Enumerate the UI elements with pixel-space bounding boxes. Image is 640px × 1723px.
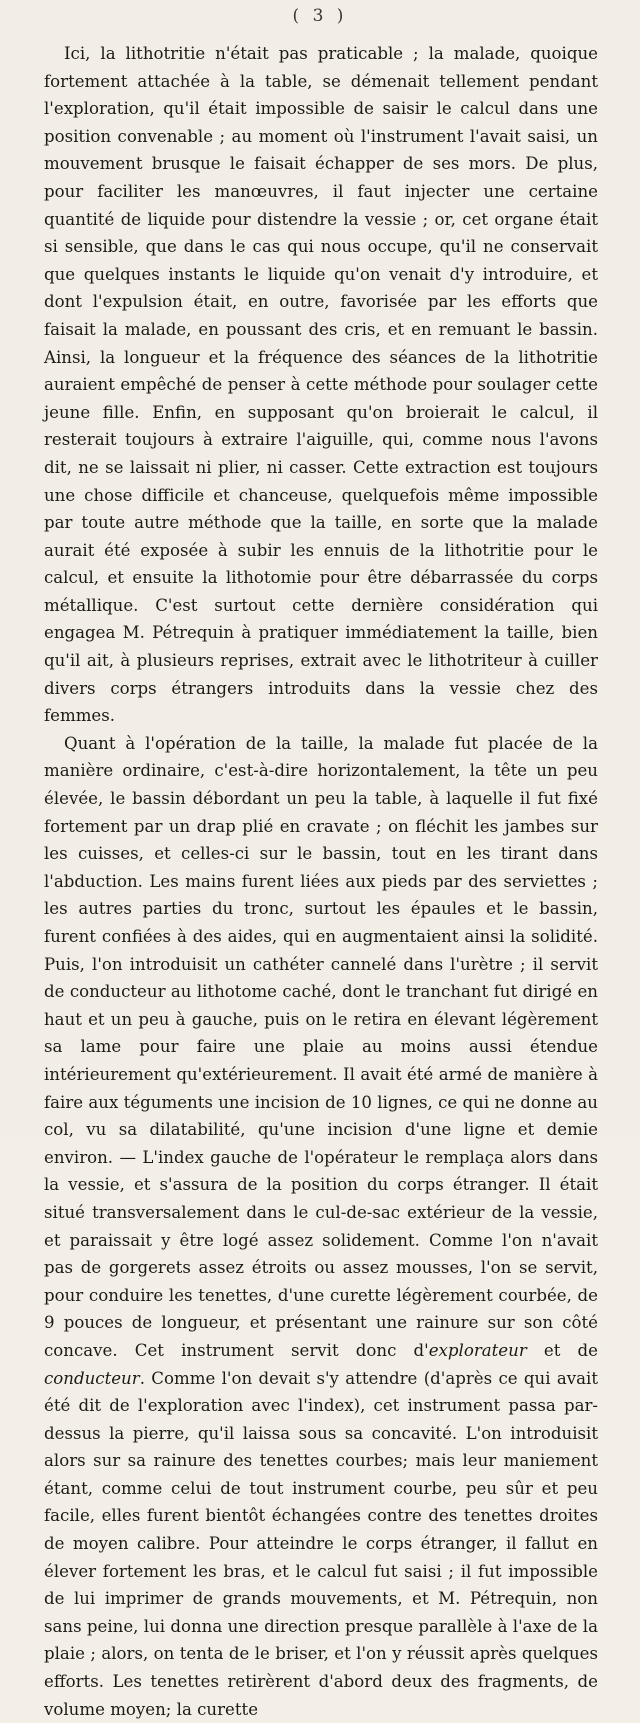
paragraph-2-part-2: et de [526,1340,598,1360]
body-text [44,40,598,1723]
paragraph-2-part-3: . Comme l'on devait s'y attendre (d'après ce qui avait été dit de l'exploration avec l'index), cet instrument passa par-dessus la pierre, qu'il laissa sous sa concavité. L'on introduisit alors sur sa rainure des tenettes courbes; mais leur maniement étant, comme celui de tout instrument courbe, peu sûr et peu facile, elles furent bientôt échangées contre des tenettes droites de moyen calibre. Pour atteindre le corps étranger, il fallut en élever fortement les bras, et le calcul fut saisi ; il fut impossible de lui imprimer de grands mouvements, et M. Pétrequin, non sans peine, lui donna une direction presque parallèle à l'axe de la plaie ; alors, on tenta de le briser, et l'on y réussit après quelques efforts. Les tenettes retirèrent d'abord deux des fragments, de volume moyen; la curette [44,1368,598,1719]
italic-conducteur: conducteur [44,1368,140,1388]
paragraph-1: Ici, la lithotritie n'était pas praticable ; la malade, quoique fortement attachée à la table, se démenait tellement pendant l'exploration, qu'il était impossible de saisir le calcul dans une position convenable ; au moment où l'instrument l'avait saisi, un mouvement brusque le faisait échapper de ses mors. De plus, pour faciliter les manœuvres, il faut injecter une certaine quantité de liquide pour distendre la vessie ; or, cet organe était si sensible, que dans le cas qui nous occupe, qu'il ne conservait que quelques instants le liquide qu'on venait d'y introduire, et dont l'expulsion était, en outre, favorisée par les efforts que faisait la malade, en poussant des cris, et en remuant le bassin. Ainsi, la longueur et la fréquence des séances de la lithotritie auraient empêché de penser à cette méthode pour soulager cette jeune fille. Enfin, en supposant qu'on broierait le calcul, il resterait toujours à extraire l'aiguille, qui, comme nous l'avons dit, ne se laissait ni plier, ni casser. Cette extraction est toujours une chose difficile et chanceuse, quelquefois même impossible par toute autre méthode que la taille, en sorte que la malade aurait été exposée à subir les ennuis de la lithotritie pour le calcul, et ensuite la lithotomie pour être débarrassée du corps métallique. C'est surtout cette dernière considération qui engagea M. Pétrequin à pratiquer immédiatement la taille, bien qu'il ait, à plusieurs reprises, extrait avec le lithotriteur à cuiller divers corps étrangers introduits dans la vessie chez des femmes. [44,44,598,726]
paragraph-2 [44,730,598,1723]
italic-explorateur: explorateur [428,1340,527,1360]
paragraph-2-part-1: Quant à l'opération de la taille, la malade fut placée de la manière ordinaire, c'est-à-dire horizontalement, la tête un peu élevée, le bassin débordant un peu la table, à laquelle il fut fixé fortement par un drap plié en cravate ; on fléchit les jambes sur les cuisses, et celles-ci sur le bassin, tout en les tirant dans l'abduction. Les mains furent liées aux pieds par des serviettes ; les autres parties du tronc, surtout les épaules et le bassin, furent confiées à des aides, qui en augmentaient ainsi la solidité. Puis, l'on introduisit un cathéter cannelé dans l'urètre ; il servit de conducteur au lithotome caché, dont le tranchant fut dirigé en haut et un peu à gauche, puis on le retira en élevant légèrement sa lame pour faire une plaie au moins aussi étendue intérieurement qu'extérieurement. Il avait été armé de manière à faire aux téguments une incision de 10 lignes, ce qui ne donne au col, vu sa dilatabilité, qu'une incision d'une ligne et demie environ. — L'index gauche de l'opérateur le remplaça alors dans la vessie, et s'assura de la position du corps étranger. Il était situé transversalement dans le cul-de-sac extérieur de la vessie, et paraissait y être logé assez solidement. Comme l'on n'avait pas de gorgerets assez étroits ou assez mousses, l'on se servit, pour conduire les tenettes, d'une curette légèrement courbée, de 9 pouces de longueur, et présentant une rainure sur son côté concave. Cet instrument servit donc d' [44,733,598,1360]
page-number: ( 3 ) [292,6,348,26]
